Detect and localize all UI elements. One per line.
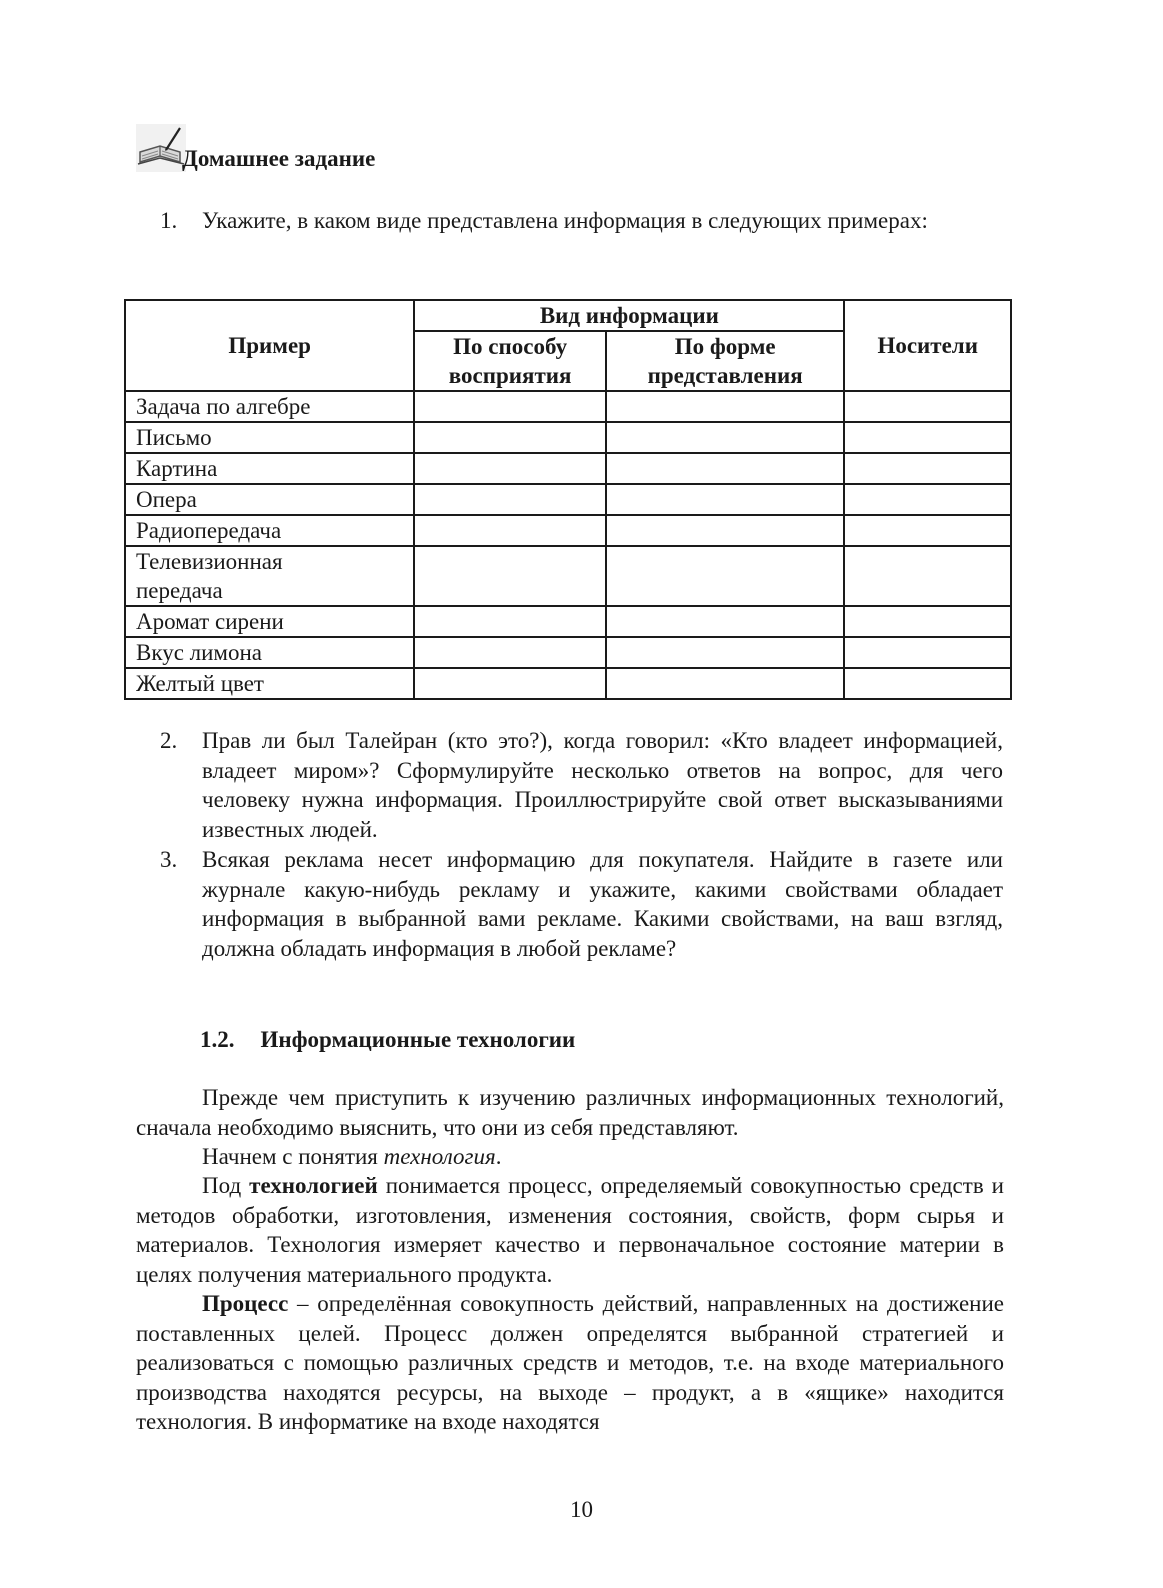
book-pen-icon bbox=[136, 124, 186, 172]
row-example: Опера bbox=[125, 484, 414, 515]
row-example: Аромат сирени bbox=[125, 606, 414, 637]
definition-prefix: Под bbox=[202, 1173, 250, 1198]
header-by-perception-line1: По способу bbox=[453, 334, 568, 359]
cell-perception[interactable] bbox=[414, 453, 606, 484]
section-number: 1.2. bbox=[200, 1027, 235, 1052]
homework-header bbox=[136, 124, 375, 172]
cell-form[interactable] bbox=[606, 515, 844, 546]
process-text: – определённая совокупность действий, направленных на достижение поставленных целей. Процесс должен определятся выбранной стратегией и реализоваться с помощью различных средств и методов, т.е. на входе материального производства находятся ресурсы, на выходе – продукт, а в «ящике» находится технология. В информатике на входе находятся bbox=[136, 1291, 1004, 1434]
cell-carrier[interactable] bbox=[844, 422, 1011, 453]
paragraph-concept-start: Начнем с понятия bbox=[202, 1144, 384, 1169]
cell-form[interactable] bbox=[606, 484, 844, 515]
cell-carrier[interactable] bbox=[844, 515, 1011, 546]
cell-form[interactable] bbox=[606, 422, 844, 453]
table-row bbox=[125, 637, 1011, 668]
cell-form[interactable] bbox=[606, 546, 844, 606]
table-row bbox=[125, 668, 1011, 699]
row-example-text: Телевизионная передача bbox=[136, 549, 283, 603]
task-3-number: 3. bbox=[160, 847, 178, 872]
table-row bbox=[125, 606, 1011, 637]
task-2-number: 2. bbox=[160, 728, 178, 753]
header-info-type: Вид информации bbox=[414, 300, 844, 331]
cell-perception[interactable] bbox=[414, 515, 606, 546]
row-example: Радиопередача bbox=[125, 515, 414, 546]
paragraph-concept-end: . bbox=[495, 1144, 502, 1169]
paragraph-intro: Прежде чем приступить к изучению различных информационных технологий, сначала необходимо выяснить, что они из себя представляют. bbox=[136, 1085, 1004, 1140]
cell-carrier[interactable] bbox=[844, 391, 1011, 422]
task-2 bbox=[160, 726, 1003, 844]
header-example: Пример bbox=[125, 300, 414, 391]
term-technology-bold: технологией bbox=[249, 1173, 378, 1198]
cell-perception[interactable] bbox=[414, 391, 606, 422]
cell-perception[interactable] bbox=[414, 637, 606, 668]
task-1-number: 1. bbox=[160, 208, 178, 233]
paragraph-concept bbox=[136, 1142, 1004, 1172]
table-row bbox=[125, 515, 1011, 546]
row-example: Письмо bbox=[125, 422, 414, 453]
cell-form[interactable] bbox=[606, 391, 844, 422]
row-example: Задача по алгебре bbox=[125, 391, 414, 422]
task-2-text: Прав ли был Талейран (кто это?), когда говорил: «Кто владеет информацией, владеет миром»? Сформулируйте несколько ответов на вопрос, для чего человеку нужна информация. Проиллюстрируйте свой ответ высказываниями известных людей. bbox=[202, 728, 1003, 842]
paragraph-process-definition bbox=[136, 1289, 1004, 1437]
task-3 bbox=[160, 845, 1003, 963]
definition-text: понимается процесс, определяемый совокупностью средств и методов обработки, изготовления, изменения состояния, свойств, форм сырья и материалов. Технология измеряет качество и первоначальное состояние материи в целях получения материального продукта. bbox=[136, 1173, 1004, 1287]
row-example bbox=[125, 546, 414, 606]
cell-perception[interactable] bbox=[414, 606, 606, 637]
row-example: Картина bbox=[125, 453, 414, 484]
table-row bbox=[125, 453, 1011, 484]
homework-title: Домашнее задание bbox=[182, 146, 376, 171]
table-row bbox=[125, 484, 1011, 515]
cell-form[interactable] bbox=[606, 453, 844, 484]
cell-perception[interactable] bbox=[414, 668, 606, 699]
task-3-text: Всякая реклама несет информацию для покупателя. Найдите в газете или журнале какую-нибудь рекламу и укажите, какими свойствами обладает информация в выбранной вами рекламе. Какими свойствами, на ваш взгляд, должна обладать информация в любой рекламе? bbox=[202, 847, 1003, 961]
cell-perception[interactable] bbox=[414, 484, 606, 515]
page-number: 10 bbox=[570, 1497, 593, 1522]
cell-form[interactable] bbox=[606, 668, 844, 699]
table-row bbox=[125, 391, 1011, 422]
cell-perception[interactable] bbox=[414, 422, 606, 453]
header-by-perception-line2: восприятия bbox=[448, 363, 572, 388]
row-example: Вкус лимона bbox=[125, 637, 414, 668]
header-by-form bbox=[606, 331, 844, 391]
section-heading bbox=[200, 1027, 575, 1053]
header-carriers: Носители bbox=[844, 300, 1011, 391]
task-1 bbox=[160, 206, 1003, 236]
table-row bbox=[125, 546, 1011, 606]
cell-carrier[interactable] bbox=[844, 606, 1011, 637]
paragraph-technology-definition bbox=[136, 1171, 1004, 1289]
cell-carrier[interactable] bbox=[844, 453, 1011, 484]
cell-carrier[interactable] bbox=[844, 546, 1011, 606]
cell-carrier[interactable] bbox=[844, 668, 1011, 699]
cell-form[interactable] bbox=[606, 606, 844, 637]
table-row bbox=[125, 422, 1011, 453]
task-1-text: Укажите, в каком виде представлена информация в следующих примерах: bbox=[202, 208, 928, 233]
term-technology-italic: технология bbox=[383, 1144, 496, 1169]
header-by-form-line2: представления bbox=[647, 363, 803, 388]
cell-carrier[interactable] bbox=[844, 484, 1011, 515]
cell-carrier[interactable] bbox=[844, 637, 1011, 668]
header-by-perception bbox=[414, 331, 606, 391]
section-title: Информационные технологии bbox=[260, 1027, 576, 1052]
cell-form[interactable] bbox=[606, 637, 844, 668]
row-example: Желтый цвет bbox=[125, 668, 414, 699]
header-by-form-line1: По форме bbox=[674, 334, 776, 359]
information-table bbox=[124, 299, 1012, 700]
term-process-bold: Процесс bbox=[202, 1291, 289, 1316]
cell-perception[interactable] bbox=[414, 546, 606, 606]
